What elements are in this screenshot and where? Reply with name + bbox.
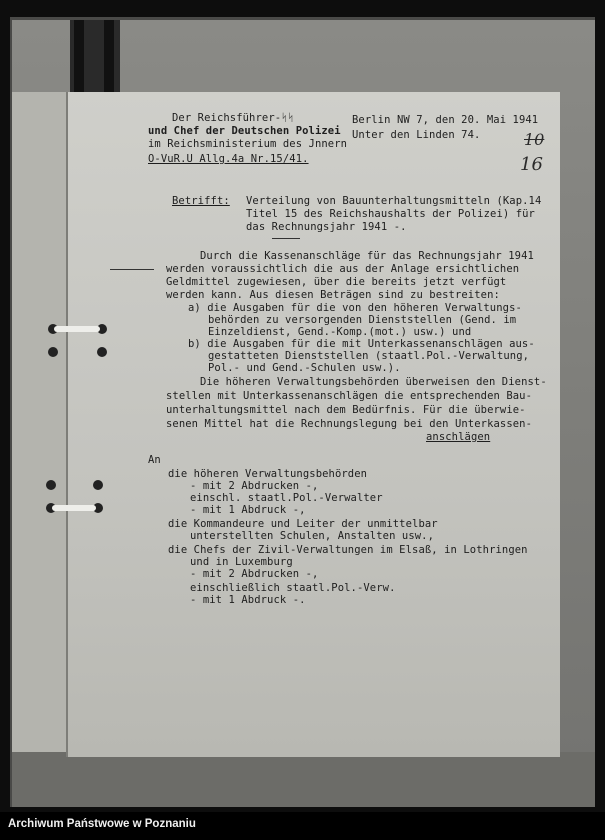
item-a-line-2: behörden zu versorgenden Dienststellen (Gend. im [208, 314, 517, 326]
binder-strip [70, 20, 120, 95]
subject-line-1: Verteilung von Bauunterhaltungsmitteln (Kap.14 [246, 195, 542, 207]
page-number: 16 [520, 154, 543, 175]
body-p1-line-1: Durch die Kassenanschläge für das Rechnungsjahr 1941 [200, 250, 534, 262]
archive-footer [0, 812, 605, 840]
body-p1-line-2: werden voraussichtlich die aus der Anlage ersichtlichen [166, 263, 520, 275]
item-a-line-1: a) die Ausgaben für die von den höheren Verwaltungs- [188, 302, 522, 314]
letterhead-line-1: Der Reichsführer-ᛋᛋ [172, 112, 294, 124]
item-b-line-1: b) die Ausgaben für die mit Unterkassenanschlägen aus- [188, 338, 535, 350]
reference-number: O-VuR.U Allg.4a Nr.15/41. [148, 153, 309, 165]
archive-name: Archiwum Państwowe w Poznaniu [8, 818, 196, 830]
body-p2-line-2: stellen mit Unterkassenanschlägen die entsprechenden Bau- [166, 390, 533, 402]
recipient-1-line-1: die höheren Verwaltungsbehörden [168, 468, 368, 480]
recipient-3-line-2: und in Luxemburg [190, 556, 293, 568]
recipient-1-line-2: - mit 2 Abdrucken -, [190, 480, 319, 492]
binder-hole [93, 480, 103, 490]
binder-bar [104, 20, 114, 95]
address: Unter den Linden 74. [352, 129, 481, 141]
binder-clip [54, 326, 100, 332]
letterhead-line-2: und Chef der Deutschen Polizei [148, 125, 341, 137]
binder-hole [46, 480, 56, 490]
subject-line-3: das Rechnungsjahr 1941 -. [246, 221, 407, 233]
body-p2-line-5: anschlägen [426, 431, 491, 443]
body-p1-line-4: werden kann. Aus diesen Beträgen sind zu bestreiten: [166, 289, 500, 301]
recipient-2-line-1: die Kommandeure und Leiter der unmittelbar [168, 518, 438, 530]
binder-bar [74, 20, 84, 95]
document-page [68, 92, 560, 757]
binder-hole [97, 347, 107, 357]
letterhead-line-3: im Reichsministerium des Jnnern [148, 138, 348, 150]
separator [272, 238, 300, 239]
body-p2-line-4: senen Mittel hat die Rechnungslegung bei den Unterkassen- [166, 418, 533, 430]
recipient-3-line-1: die Chefs der Zivil-Verwaltungen im Elsaß, in Lothringen [168, 544, 528, 556]
recipient-1-line-3: einschl. staatl.Pol.-Verwalter [190, 492, 383, 504]
subject-line-2: Titel 15 des Reichshaushalts der Polizei) für [246, 208, 535, 220]
body-p2-line-1: Die höheren Verwaltungsbehörden überweisen den Dienst- [200, 376, 547, 388]
recipient-3-line-3: - mit 2 Abdrucken -, [190, 568, 319, 580]
recipient-3-line-4: einschließlich staatl.Pol.-Verw. [190, 582, 396, 594]
struck-page-number: 10 [524, 130, 545, 149]
recipient-1-line-4: - mit 1 Abdruck -, [190, 504, 306, 516]
subject-label: Betrifft: [172, 195, 230, 207]
item-b-line-2: gestatteten Dienststellen (staatl.Pol.-Verwaltung, [208, 350, 530, 362]
recipient-3-line-5: - mit 1 Abdruck -. [190, 594, 306, 606]
body-p2-line-3: unterhaltungsmittel nach dem Bedürfnis. Für die überwie- [166, 404, 526, 416]
recipient-2-line-2: unterstellten Schulen, Anstalten usw., [190, 530, 435, 542]
margin-dash [110, 269, 154, 270]
binder-hole [48, 347, 58, 357]
place-date: Berlin NW 7, den 20. Mai 1941 [352, 114, 539, 126]
recipients-heading: An [148, 454, 161, 466]
item-b-line-3: Pol.- und Gend.-Schulen usw.). [208, 362, 401, 374]
binder-clip [52, 505, 96, 511]
bottom-edge [12, 752, 595, 807]
item-a-line-3: Einzeldienst, Gend.-Komp.(mot.) usw.) und [208, 326, 472, 338]
body-p1-line-3: Geldmittel zugewiesen, über die bereits jetzt verfügt [166, 276, 507, 288]
